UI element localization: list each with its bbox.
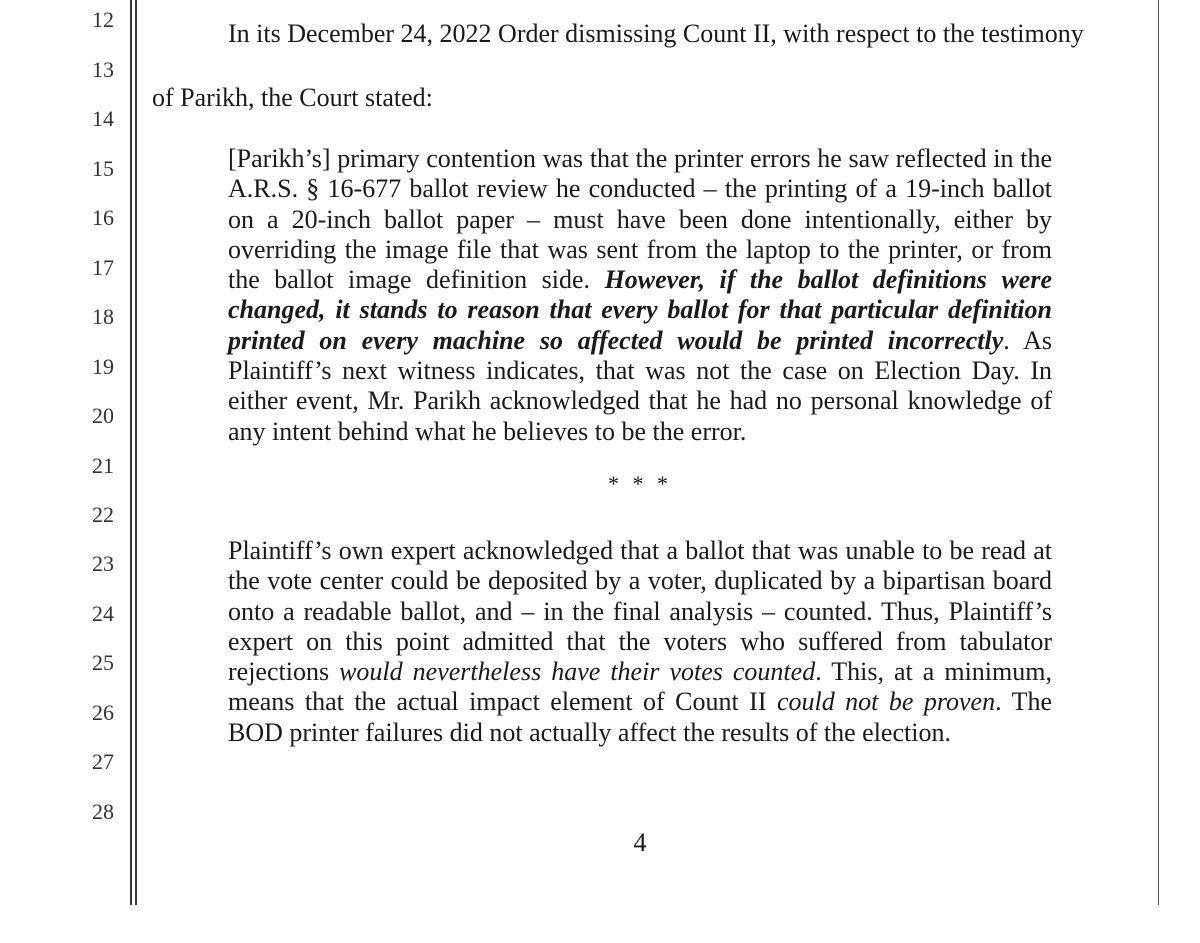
intro-line-2: of Parikh, the Court stated: [152, 83, 433, 112]
line-number: 22 [92, 502, 114, 527]
line-number: 15 [92, 156, 114, 181]
line-number: 18 [92, 304, 114, 329]
line-number: 28 [92, 799, 114, 824]
line-number: 24 [92, 601, 114, 626]
line-number: 17 [92, 255, 114, 280]
right-margin-rule [1158, 0, 1159, 905]
line-number: 12 [92, 7, 114, 32]
left-margin-rule-inner [135, 0, 137, 905]
section-separator: * * * [608, 471, 672, 496]
line-number: 26 [92, 700, 114, 725]
line-number: 20 [92, 403, 114, 428]
line-number: 21 [92, 453, 114, 478]
block-quote-parikh [228, 144, 1052, 447]
quote-text: [Parikh’s] primary contention was that the printer errors he saw reflected in the A.R.S. § 16-677 ballot review he conducted – the printing of a 19-inch ballot on a 20-inch ballot paper – must have been done intentionally, either by overriding the image file that was sent from the laptop to the printer, or from the ballot image definition side. [228, 144, 1052, 295]
line-number: 19 [92, 354, 114, 379]
quote-text: . The BOD printer failures did not actually affect the results of the election. [228, 687, 1053, 747]
page-number: 4 [633, 828, 647, 857]
left-margin-rule [130, 0, 132, 905]
quote-emphasis: could not be proven [776, 687, 996, 717]
line-number: 27 [92, 749, 114, 774]
quote-text: Plaintiff’s own expert acknowledged that a ballot that was unable to be read at the vote center could be deposited by a voter, duplicated by a bipartisan board onto a readable ballot, and – in the final analysis – counted. Thus, Plaintiff’s expert on this point admitted that the voters who suffered from tabulator rejections [228, 536, 1052, 687]
line-number: 14 [92, 106, 114, 131]
line-number: 25 [92, 650, 114, 675]
quote-emphasis: However, if the ballot definitions were changed, it stands to reason that every ballot for that particular definition printed on every machine so affected would be printed incorrectly [228, 265, 1052, 355]
line-number: 16 [92, 205, 114, 230]
quote-emphasis: would nevertheless have their votes counted [339, 657, 816, 687]
quote-text: . As Plaintiff’s next witness indicates, that was not the case on Election Day. In either event, Mr. Parikh acknowledged that he had no personal knowledge of any intent behind what he believes to be the error. [228, 325, 1052, 446]
intro-line-1: In its December 24, 2022 Order dismissing Count II, with respect to the testimony [228, 19, 1084, 48]
quote-text: . This, at a minimum, means that the actual impact element of Count II [228, 657, 1052, 717]
block-quote-expert [228, 536, 1052, 748]
line-number: 23 [92, 551, 114, 576]
line-number: 13 [92, 57, 114, 82]
